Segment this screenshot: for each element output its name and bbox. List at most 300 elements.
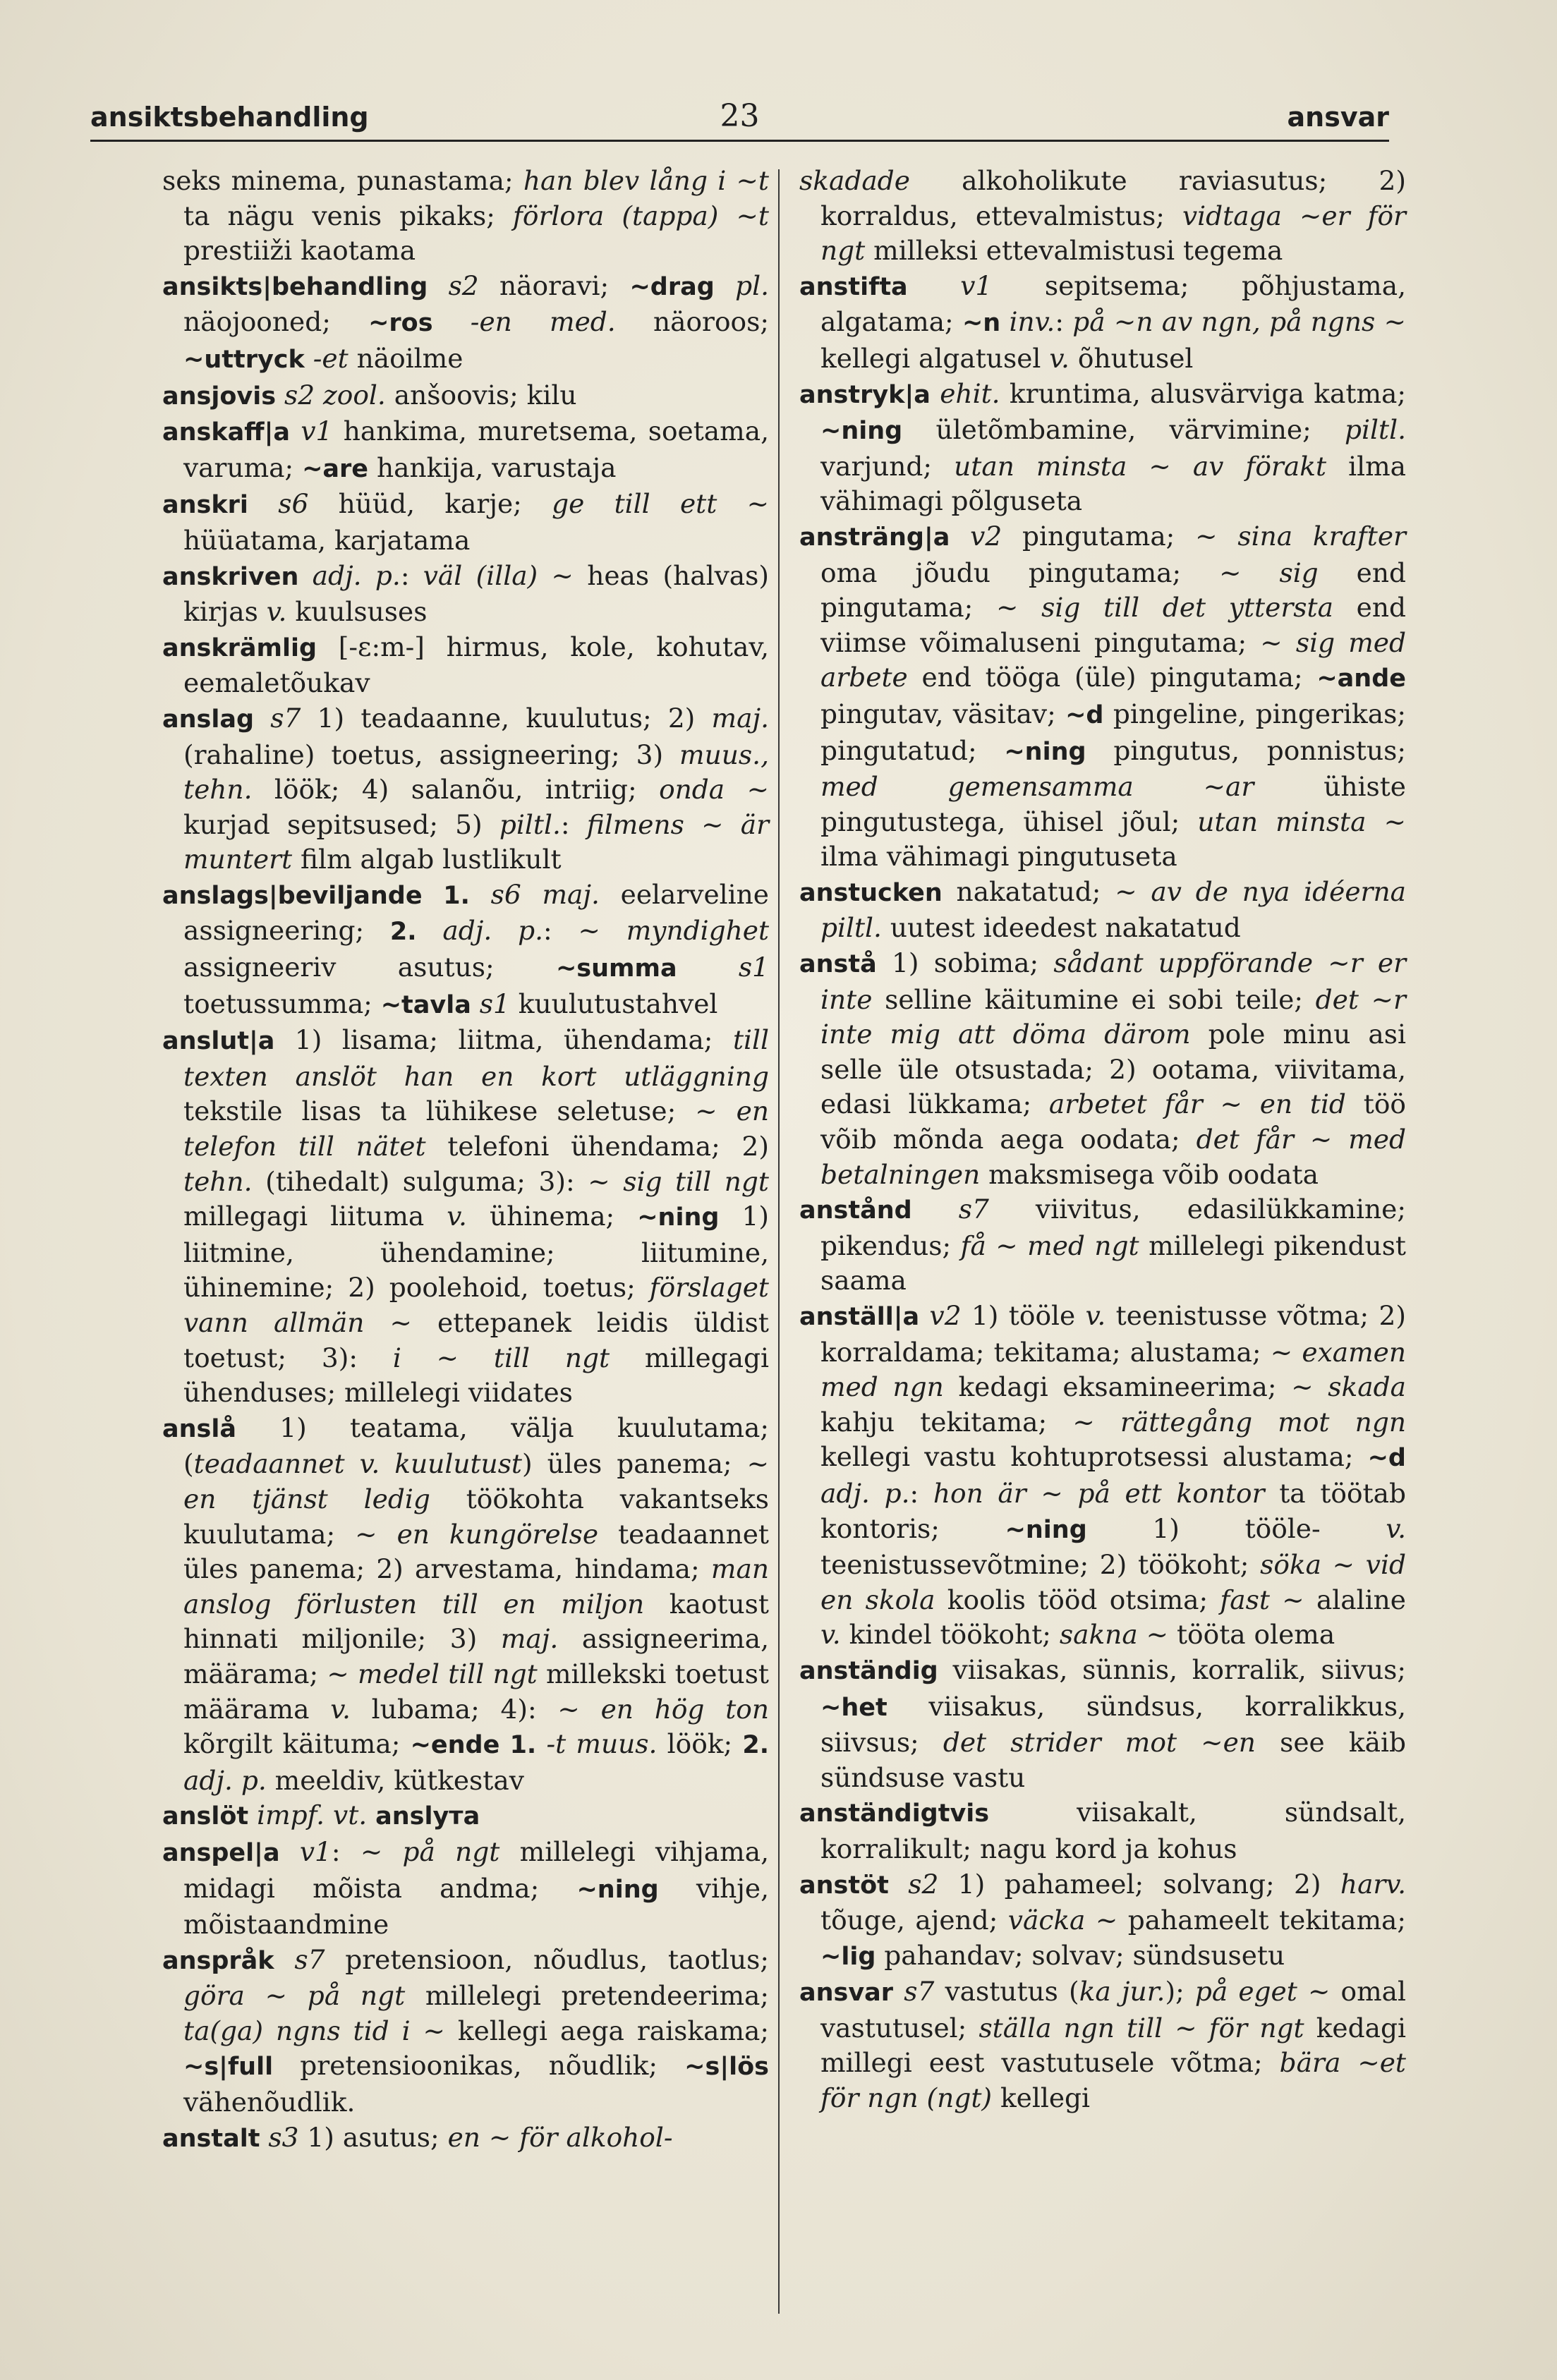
- entry-compound: ~d: [1065, 700, 1104, 729]
- entry-text: uutest ideedest nakatatud: [881, 912, 1241, 944]
- entry-text: hankima, muretsema, soetama, varuma;: [183, 415, 769, 483]
- entry-italic-text: s7: [294, 1943, 325, 1975]
- entry-text: [280, 1836, 300, 1867]
- entry-italic-text: i ~ till ngt: [392, 1342, 610, 1373]
- entry-headword: anskaff|a: [162, 418, 291, 447]
- entry-text: viisakus, sündsus, korralikkus, siivsus;: [820, 1690, 1406, 1759]
- entry-text: pingutus, ponnistus;: [1086, 734, 1407, 766]
- entry-text: [417, 915, 443, 946]
- entry-text: [248, 1799, 257, 1830]
- entry-text: löök;: [657, 1728, 743, 1760]
- entry-text: pahameelt tekitama;: [1117, 1905, 1406, 1936]
- entry-compound: ~het: [820, 1693, 887, 1722]
- entry-italic-text: adj. p.: [442, 915, 544, 947]
- entry-text: pole minu asi selle üle otsustada; 2) ootama, viivitama, edasi lükkama;: [820, 1019, 1406, 1120]
- entry-italic-text: söka ~ vid en skola: [820, 1549, 1406, 1615]
- dictionary-entry: [799, 1299, 1406, 1653]
- entry-italic-text: en ~ för alkohol-: [447, 2121, 673, 2153]
- dictionary-entry: [162, 1943, 769, 2120]
- entry-italic-text: harv.: [1340, 1868, 1407, 1900]
- entry-headword: anslag: [162, 705, 255, 734]
- entry-text: [471, 988, 480, 1019]
- entry-italic-text: adj. p.: [183, 1764, 267, 1796]
- entry-italic-text: sådant uppförande ~r er inte: [820, 947, 1406, 1015]
- entry-italic-text: impf. vt.: [257, 1799, 368, 1831]
- entry-text: assigneerima, määrama;: [183, 1623, 769, 1689]
- entry-text: pahandav; solvav; sündsusetu: [876, 1939, 1285, 1971]
- dictionary-entry: [162, 487, 769, 558]
- entry-text: kellegi vastu kohtuprotsessi alustama;: [820, 1441, 1368, 1473]
- entry-text: maksmisega võib oodata: [980, 1158, 1319, 1190]
- entry-italic-text: ~ en kungörelse: [355, 1518, 599, 1550]
- entry-text: assigneeriv asutus;: [183, 952, 556, 983]
- entry-italic-text: s1: [738, 952, 770, 983]
- entry-text: õhutusel: [1069, 342, 1194, 374]
- entry-text: ) üles panema;: [522, 1448, 747, 1480]
- entry-text: seks minema, punastama;: [162, 165, 523, 196]
- entry-compound: 2.: [389, 918, 417, 947]
- entry-italic-text: utan minsta ~ av förakt: [954, 450, 1327, 482]
- entry-text: 1) pahameel; solvang; 2): [938, 1868, 1340, 1900]
- entry-italic-text: till texten anslöt han en kort utläggning: [183, 1024, 769, 1092]
- dictionary-entry: [162, 378, 769, 415]
- entry-compound: ~ros: [368, 309, 433, 338]
- entry-headword: ansträng|a: [799, 523, 950, 552]
- entry-italic-text: -et: [313, 342, 349, 374]
- entry-text: nakatatud;: [942, 875, 1115, 907]
- entry-headword: anstifta: [799, 272, 908, 301]
- entry-text: ettepanek leidis üldist toetust; 3):: [183, 1307, 769, 1373]
- entry-italic-text: ~ en telefon till nätet: [183, 1095, 770, 1162]
- dictionary-entry: [162, 164, 769, 269]
- entry-italic-text: s2: [448, 269, 479, 301]
- entry-text: hüüd, karje;: [308, 488, 552, 520]
- entry-italic-text: man anslog förlusten till en miljon: [183, 1553, 769, 1620]
- entry-italic-text: -t muus.: [546, 1728, 658, 1760]
- entry-headword: anslöt: [162, 1802, 249, 1831]
- entry-italic-text: maj.: [500, 1623, 559, 1655]
- entry-headword: anskriven: [162, 562, 299, 591]
- entry-italic-text: v.: [359, 1448, 380, 1480]
- entry-headword: anställ|a: [799, 1303, 920, 1331]
- entry-italic-text: ~ sina krafter: [1195, 520, 1406, 552]
- entry-italic-text: adj. p.: [312, 559, 401, 591]
- entry-italic-text: piltl.: [1345, 414, 1406, 446]
- entry-italic-text: v.: [447, 1201, 467, 1232]
- entry-text: ühinema;: [466, 1201, 638, 1232]
- entry-text: töökohta vakantseks kuulutama;: [183, 1483, 769, 1550]
- dictionary-entry: [162, 559, 769, 630]
- entry-text: :: [331, 1835, 361, 1867]
- entry-text: vähenõudlik.: [183, 2087, 356, 2118]
- entry-italic-text: v1: [960, 269, 993, 301]
- entry-text: toetussumma;: [183, 988, 381, 1019]
- entry-italic-text: väcka ~: [1007, 1905, 1118, 1936]
- dictionary-entry: [162, 2120, 769, 2157]
- entry-text: milleksi ettevalmistusi tegema: [865, 235, 1283, 267]
- entry-text: näoroos;: [615, 306, 769, 338]
- entry-compound: ~ende: [410, 1731, 500, 1760]
- dictionary-entry: [799, 377, 1406, 519]
- entry-compound: ~ning: [637, 1203, 720, 1232]
- entry-italic-text: v.: [330, 1693, 351, 1725]
- entry-text: [715, 270, 735, 301]
- entry-text: ta töötab kontoris;: [820, 1477, 1406, 1544]
- entry-text: [345, 1448, 360, 1479]
- entry-italic-text: filmens ~ är muntert: [183, 808, 769, 875]
- entry-text: 1) teadaanne, kuulutus; 2): [301, 702, 712, 734]
- entry-italic-text: hon är ~ på ett kontor: [933, 1477, 1265, 1509]
- entry-italic-text: ~ myndighet: [578, 915, 770, 947]
- entry-headword: anstå: [799, 950, 877, 979]
- entry-text: teadaannet üles panema; 2) arvestama, hindama;: [183, 1518, 769, 1585]
- entry-italic-text: ~ sig till det yttersta: [996, 592, 1333, 624]
- entry-compound: anslута: [375, 1802, 480, 1831]
- entry-italic-text: kuulutust: [394, 1448, 523, 1480]
- entry-text: pingutama;: [1002, 520, 1196, 552]
- entry-text: [248, 488, 278, 519]
- dictionary-entry: [162, 701, 769, 878]
- entry-text: end pingutama;: [820, 557, 1406, 624]
- entry-text: film algab lustlikult: [292, 844, 562, 875]
- entry-text: [889, 1869, 908, 1900]
- entry-italic-text: ~ sig: [1219, 557, 1319, 588]
- entry-headword: anständigtvis: [799, 1799, 990, 1828]
- entry-compound: 1.: [509, 1731, 537, 1760]
- entry-headword: ansjovis: [162, 382, 277, 411]
- entry-text: 1) liitmine, ühendamine; liitumine, ühinemine; 2) poolehoid, toetus;: [183, 1201, 769, 1304]
- entry-italic-text: arbetet får ~ en tid: [1048, 1088, 1346, 1120]
- entry-text: löök; 4) salanõu, intriig;: [252, 774, 660, 806]
- entry-text: kuulutustahvel: [509, 988, 718, 1019]
- entry-headword: anstucken: [799, 878, 943, 907]
- page-number: 23: [720, 98, 760, 134]
- entry-text: alaline: [1304, 1584, 1406, 1615]
- entry-text: oma jõudu pingutama;: [820, 557, 1220, 588]
- entry-text: [1000, 306, 1009, 337]
- entry-italic-text: s3: [268, 2121, 299, 2153]
- entry-text: end viimse võimaluseni pingutama;: [820, 592, 1406, 658]
- entry-italic-text: v.: [820, 1619, 841, 1651]
- entry-compound: ~ande: [1316, 664, 1406, 693]
- entry-text: [290, 415, 301, 447]
- entry-text: see käib sündsuse vastu: [820, 1727, 1406, 1793]
- entry-text: [380, 1448, 394, 1479]
- entry-text: [276, 380, 284, 411]
- entry-headword: anstånd: [799, 1196, 912, 1225]
- entry-text: kurjad sepitsused; 5): [183, 808, 499, 840]
- entry-italic-text: v2: [929, 1300, 962, 1331]
- entry-italic-text: v1: [299, 1835, 332, 1867]
- entry-text: hüüatama, karjatama: [183, 524, 471, 556]
- entry-text: näoravi;: [478, 269, 630, 301]
- entry-italic-text: ~ en tjänst ledig: [183, 1448, 770, 1514]
- entry-italic-text: det strider mot ~en: [943, 1727, 1256, 1759]
- entry-text: [919, 1300, 929, 1331]
- entry-headword: anskri: [162, 491, 248, 520]
- entry-italic-text: v.: [1386, 1512, 1406, 1544]
- entry-compound: ~s|full: [183, 2053, 274, 2082]
- entry-text: :: [543, 915, 578, 947]
- entry-italic-text: fast ~: [1220, 1584, 1304, 1615]
- dictionary-entry: [799, 875, 1406, 946]
- entry-text: kellegi: [992, 2082, 1091, 2114]
- entry-compound: ~n: [962, 309, 1001, 338]
- entry-italic-text: förslaget vann allmän ~: [183, 1272, 769, 1338]
- entry-text: millelegi pretendeerima;: [405, 1980, 770, 2012]
- entry-text: [893, 1976, 904, 2007]
- entry-headword: anslå: [162, 1414, 236, 1443]
- entry-headword: anstryk|a: [799, 380, 931, 409]
- entry-text: tõuge, ajend;: [820, 1905, 1008, 1936]
- dictionary-entry: [799, 1795, 1406, 1866]
- entry-italic-text: göra ~ på ngt: [183, 1980, 406, 2012]
- entry-text: :: [1055, 306, 1073, 338]
- dictionary-entry: [799, 946, 1406, 1192]
- entry-italic-text: ehit.: [940, 377, 1000, 409]
- entry-text: pingeline, pingerikas; pingutatud;: [820, 698, 1406, 766]
- entry-compound: ~s|lös: [684, 2053, 769, 2082]
- entry-compound: 2.: [742, 1731, 770, 1760]
- dictionary-entry: [162, 878, 769, 1023]
- entry-text: kaotust hinnati miljonile; 3): [183, 1588, 769, 1655]
- entry-compound: ~ning: [1004, 737, 1086, 766]
- entry-italic-text: väl (illa) ~: [423, 559, 574, 591]
- entry-text: 1) tööle: [961, 1300, 1086, 1331]
- entry-text: millelegi pikendust saama: [820, 1230, 1407, 1297]
- header-left-guideword: ansiktsbehandling: [90, 102, 369, 133]
- entry-headword: ansikts|behandling: [162, 272, 428, 301]
- entry-text: 1) sobima;: [876, 947, 1054, 979]
- entry-italic-text: s2 zool.: [284, 379, 386, 411]
- entry-text: kellegi algatusel: [820, 342, 1050, 374]
- right-column: [799, 164, 1406, 2116]
- entry-italic-text: skadade: [799, 165, 910, 196]
- entry-italic-text: s6 maj.: [490, 878, 600, 910]
- entry-text: ühiste pingutustega, ühisel jõul;: [820, 771, 1406, 837]
- entry-text: kedagi eksamineerima;: [943, 1371, 1292, 1403]
- entry-text: millegagi ühenduses; millelegi viidates: [183, 1342, 769, 1409]
- entry-headword: anspråk: [162, 1946, 274, 1975]
- entry-headword: anspel|a: [162, 1838, 280, 1867]
- entry-text: kahju tekitama;: [820, 1406, 1073, 1438]
- entry-text: alkoholikute raviasutus; 2) korraldus, ettevalmistus;: [820, 165, 1406, 231]
- page-header: [90, 89, 1389, 138]
- entry-text: teenistussevõtmine; 2) töökoht;: [820, 1549, 1261, 1581]
- entry-compound: ~uttryck: [183, 345, 305, 374]
- dictionary-entry: [162, 1835, 769, 1943]
- entry-text: [950, 521, 970, 552]
- entry-text: 1) asutus;: [298, 2121, 448, 2153]
- entry-compound: ~summa: [555, 954, 677, 983]
- entry-italic-text: maj.: [711, 702, 770, 734]
- entry-text: vihje, mõistaandmine: [183, 1872, 769, 1941]
- entry-text: hankija, varustaja: [368, 451, 617, 483]
- entry-headword: anslut|a: [162, 1027, 275, 1056]
- entry-text: );: [1165, 1976, 1195, 2008]
- entry-italic-text: v.: [1085, 1300, 1106, 1331]
- entry-text: anšoovis; kilu: [385, 379, 577, 411]
- entry-text: selline käitumine ei sobi teile;: [872, 983, 1316, 1015]
- entry-text: [367, 1799, 375, 1830]
- entry-text: ilma vähimagi pingutuseta: [820, 841, 1177, 873]
- header-rule: [90, 140, 1389, 142]
- dictionary-entry: [799, 1192, 1406, 1299]
- entry-text: kedagi millegi eest vastutusele võtma;: [820, 2012, 1406, 2079]
- entry-italic-text: förlora (tappa) ~t: [512, 200, 769, 231]
- entry-text: tekstile lisas ta lühikese seletuse;: [183, 1095, 696, 1127]
- entry-italic-text: s2: [908, 1868, 939, 1900]
- entry-italic-text: ~ en hög ton: [557, 1693, 769, 1725]
- entry-italic-text: ka jur.: [1079, 1976, 1165, 2008]
- left-column: [162, 164, 769, 2156]
- entry-text: telefoni ühendama; 2): [425, 1131, 769, 1162]
- entry-italic-text: ge till ett ~: [552, 488, 770, 520]
- entry-compound: ~ning: [576, 1875, 659, 1904]
- entry-text: [274, 1944, 295, 1975]
- entry-italic-text: ~ medel till ngt: [327, 1658, 538, 1689]
- entry-italic-text: ~ av de nya idéerna piltl.: [820, 875, 1406, 944]
- entry-text: kruntima, alusvärviga katma;: [1000, 377, 1406, 409]
- entry-italic-text: inv.: [1009, 306, 1055, 338]
- dictionary-entry: [799, 519, 1406, 875]
- entry-text: [536, 1728, 546, 1759]
- entry-text: varjund;: [820, 450, 955, 482]
- entry-headword: anstalt: [162, 2124, 260, 2153]
- entry-text: :: [400, 559, 423, 591]
- entry-italic-text: piltl.: [499, 808, 561, 840]
- entry-text: pretensioonikas, nõudlik;: [273, 2050, 685, 2082]
- entry-text: näojooned;: [183, 306, 369, 338]
- entry-headword: ansvar: [799, 1979, 894, 2008]
- entry-text: ületõmbamine, värvimine;: [902, 414, 1345, 446]
- entry-text: prestiiži kaotama: [183, 235, 416, 267]
- entry-italic-text: pl.: [735, 269, 770, 301]
- entry-compound: ~drag: [629, 272, 715, 301]
- entry-italic-text: s7: [904, 1976, 935, 2008]
- entry-text: [298, 560, 312, 591]
- entry-text: :: [909, 1477, 933, 1509]
- entry-italic-text: ~ på ngt: [360, 1835, 500, 1867]
- entry-italic-text: vidtaga ~er för ngt: [820, 200, 1406, 267]
- entry-compound: ~ning: [820, 417, 903, 446]
- entry-italic-text: det ~r inte mig att döma därom: [820, 983, 1406, 1050]
- entry-italic-text: ~ examen med ngn: [820, 1336, 1406, 1403]
- entry-text: millelegi vihjama, midagi mõista andma;: [183, 1835, 769, 1904]
- entry-text: viivitus, edasilükkamine; pikendus;: [820, 1194, 1406, 1261]
- entry-text: [433, 306, 471, 337]
- entry-italic-text: onda ~: [659, 774, 769, 806]
- dictionary-entry: [162, 269, 769, 378]
- column-divider: [778, 169, 780, 2314]
- dictionary-entry: [162, 1798, 769, 1835]
- entry-text: näoilme: [348, 342, 464, 374]
- entry-text: [254, 703, 270, 734]
- entry-text: pretensioon, nõudlus, taotlus;: [325, 1943, 770, 1975]
- entry-compound: 1.: [443, 881, 470, 910]
- entry-italic-text: ~ skada: [1291, 1371, 1406, 1403]
- entry-text: millegagi liituma: [183, 1201, 447, 1232]
- entry-italic-text: han blev lång i ~t: [523, 165, 769, 196]
- entry-text: [-ɛ:m-] hirmus, kole, kohutav, eemaletõukav: [183, 631, 769, 699]
- entry-italic-text: sakna ~: [1059, 1619, 1169, 1651]
- entry-headword: anständig: [799, 1656, 938, 1685]
- entry-text: (tihedalt) sulguma; 3):: [252, 1165, 588, 1197]
- entry-text: ilma vähimagi põlguseta: [820, 450, 1406, 517]
- entry-italic-text: muus., tehn.: [183, 739, 769, 806]
- entry-text: tööta olema: [1168, 1619, 1335, 1651]
- entry-italic-text: tehn.: [183, 1165, 253, 1197]
- entry-text: vastutus (: [934, 1976, 1079, 2008]
- entry-text: viisakas, sünnis, korralik, siivus;: [938, 1653, 1406, 1685]
- entry-italic-text: ~ sig till ngt: [588, 1165, 769, 1197]
- entry-italic-text: s1: [479, 988, 510, 1019]
- entry-italic-text: utan minsta ~: [1197, 806, 1406, 837]
- entry-text: ta nägu venis pikaks;: [183, 200, 513, 231]
- entry-text: koolis tööd otsima;: [935, 1584, 1220, 1615]
- dictionary-entry: [799, 164, 1406, 269]
- entry-text: [931, 378, 940, 409]
- entry-compound: ~d: [1367, 1444, 1406, 1473]
- entry-text: end tööga (üle) pingutama;: [907, 662, 1317, 693]
- header-right-guideword: ansvar: [1287, 102, 1389, 133]
- entry-headword: anslags|beviljande: [162, 881, 423, 910]
- entry-italic-text: s7: [270, 702, 301, 734]
- entry-text: sepitsema; põhjustama, algatama;: [820, 269, 1406, 338]
- entry-text: heas (halvas) kirjas: [183, 559, 769, 628]
- entry-text: 1) teatama, välja kuulutama; (: [183, 1411, 769, 1480]
- entry-text: töö võib mõnda aega oodata;: [820, 1088, 1406, 1155]
- entry-text: viisakalt, sündsalt, korralikult; nagu kord ja kohus: [820, 1797, 1406, 1864]
- entry-text: millekski toetust määrama: [183, 1658, 770, 1725]
- entry-text: [305, 343, 313, 374]
- entry-text: :: [560, 808, 587, 840]
- entry-italic-text: ställa ngn till ~ för ngt: [979, 2012, 1304, 2044]
- entry-text: kindel töökoht;: [840, 1619, 1060, 1651]
- entry-text: [912, 1194, 959, 1225]
- entry-compound: ~tavla: [380, 990, 471, 1019]
- entry-text: pingutav, väsitav;: [820, 698, 1066, 729]
- entry-text: kuulsuses: [286, 596, 428, 628]
- entry-text: [908, 270, 961, 301]
- dictionary-entry: [799, 1867, 1406, 1975]
- entry-compound: ~ning: [1005, 1515, 1087, 1544]
- entry-italic-text: det får ~ med betalningen: [820, 1124, 1406, 1190]
- dictionary-entry: [799, 1653, 1406, 1795]
- dictionary-entry: [799, 269, 1406, 377]
- entry-italic-text: få ~ med ngt: [960, 1230, 1139, 1261]
- entry-text: [428, 270, 448, 301]
- entry-text: (rahaline) toetus, assigneering; 3): [183, 739, 680, 770]
- entry-italic-text: ta(ga) ngns tid i ~: [183, 2015, 445, 2046]
- entry-italic-text: teadaannet: [193, 1448, 345, 1480]
- entry-text: [470, 879, 491, 910]
- entry-italic-text: med gemensamma ~ar: [820, 771, 1254, 803]
- entry-italic-text: bära ~et för ngn (ngt): [820, 2047, 1407, 2114]
- dictionary-entry: [162, 630, 769, 701]
- entry-text: [499, 1728, 509, 1759]
- dictionary-entry: [162, 414, 769, 487]
- entry-headword: anstöt: [799, 1871, 889, 1900]
- entry-italic-text: ~ rättegång mot ngn: [1072, 1406, 1406, 1438]
- entry-italic-text: v2: [970, 520, 1002, 552]
- entry-italic-text: s7: [958, 1194, 989, 1225]
- entry-italic-text: -en med.: [470, 306, 616, 338]
- entry-italic-text: v.: [266, 596, 287, 628]
- entry-italic-text: v.: [1049, 342, 1070, 374]
- entry-text: kellegi aega raiskama;: [444, 2015, 770, 2046]
- entry-text: [677, 952, 739, 983]
